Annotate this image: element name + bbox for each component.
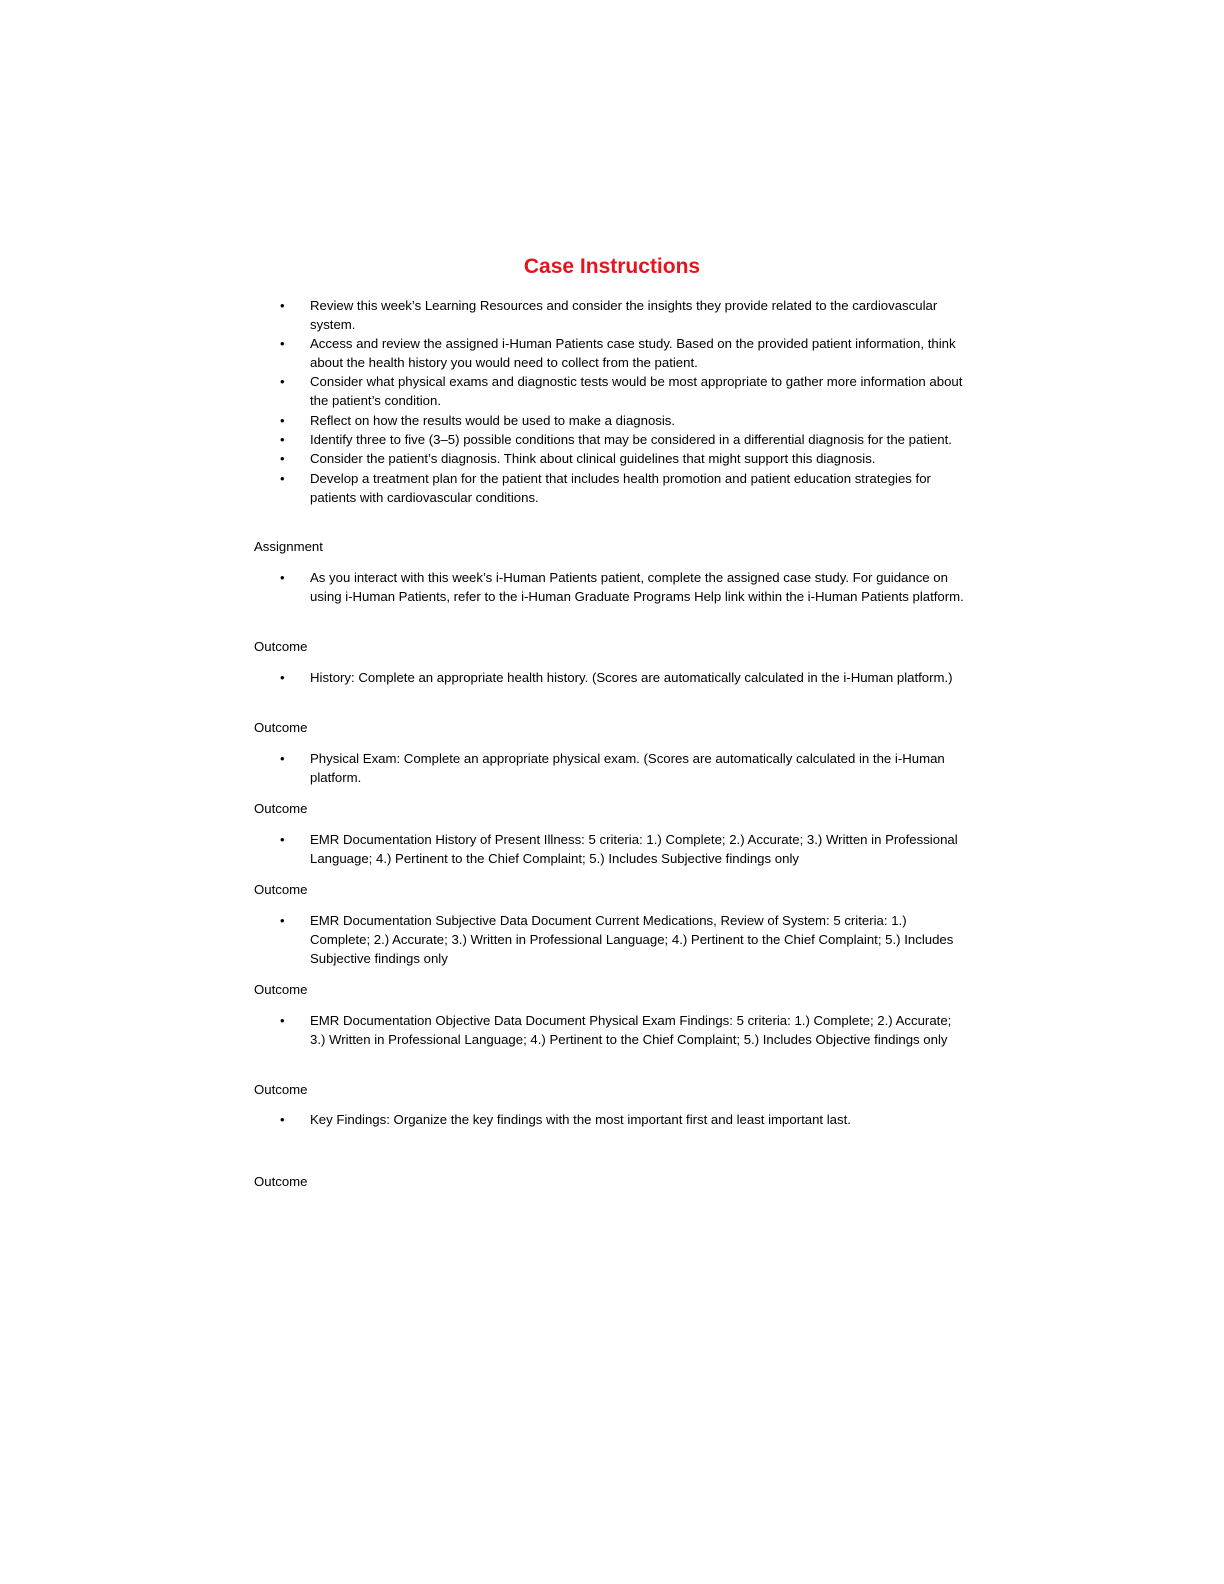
list-item [0,431,970,450]
bullet-icon: • [280,670,285,685]
bullet-icon: • [280,470,285,486]
section-heading-outcome: Outcome [254,882,308,897]
list-item [0,569,970,607]
section-bullet-list [0,1111,1224,1130]
bullet-icon: • [280,832,285,847]
list-item [0,412,970,431]
section-heading-assignment: Assignment [254,539,323,554]
list-item-text: Develop a treatment plan for the patient that includes health promotion and patient education strategies for patients with cardiovascular conditions. [310,470,931,505]
section-bullet-list [0,750,1224,788]
list-item-text: Review this week’s Learning Resources and consider the insights they provide related to the cardiovascular system. [310,298,938,332]
bullet-icon: • [280,412,285,428]
section-heading-outcome: Outcome [254,720,308,735]
bullet-icon: • [280,913,285,928]
list-item [0,297,970,335]
section-bullet-list [0,669,1224,688]
list-item [0,669,970,688]
section-heading-outcome: Outcome [254,639,308,654]
list-item [0,831,970,869]
list-item-text: EMR Documentation Subjective Data Document Current Medications, Review of System: 5 criteria: 1.) Complete; 2.) Accurate; 3.) Written in Professional Language; 4.) Pertinent to the Chief Complaint; 5.) Includes Subjective findings only [310,913,954,966]
list-item [0,1012,970,1050]
list-item-text: Identify three to five (3–5) possible conditions that may be considered in a differential diagnosis for the patient. [310,431,952,447]
list-item-text: Access and review the assigned i-Human Patients case study. Based on the provided patient information, think about the health history you would need to collect from the patient. [310,336,956,370]
page-title: Case Instructions [523,255,701,278]
list-item-text: EMR Documentation Objective Data Document Physical Exam Findings: 5 criteria: 1.) Complete; 2.) Accurate; 3.) Written in Professional Language; 4.) Pertinent to the Chief Complaint; 5.) Includes Objective findings only [310,1013,952,1047]
bullet-icon: • [280,570,285,585]
list-item [0,912,970,968]
section-heading-outcome: Outcome [254,982,308,997]
list-item [0,373,970,411]
list-item-text: As you interact with this week’s i-Human Patients patient, complete the assigned case study. For guidance on using i-Human Patients, refer to the i-Human Graduate Programs Help link within the i-Human Patients platform. [310,570,964,604]
list-item-text: History: Complete an appropriate health history. (Scores are automatically calculated in the i-Human platform.) [310,670,953,685]
section-bullet-list [0,569,1224,607]
bullet-icon: • [280,451,285,467]
bullet-icon: • [280,1112,285,1127]
list-item-text: Reflect on how the results would be used to make a diagnosis. [310,412,676,428]
bullet-icon: • [280,431,285,447]
list-item-text: Consider the patient’s diagnosis. Think about clinical guidelines that might support this diagnosis. [310,451,876,467]
section-bullet-list [0,1012,1224,1050]
bullet-icon: • [280,336,285,352]
section-bullet-list [0,831,1224,869]
list-item [0,750,970,788]
section-bullet-list [0,912,1224,969]
list-item [0,1111,970,1130]
bullet-icon: • [280,1013,285,1028]
list-item [0,335,970,373]
list-item [0,470,970,508]
section-heading-outcome: Outcome [254,1082,308,1097]
section-heading-outcome-final: Outcome [254,1174,308,1189]
list-item-text: Physical Exam: Complete an appropriate physical exam. (Scores are automatically calculated in the i-Human platform. [310,751,945,785]
bullet-icon: • [280,751,285,766]
list-item-text: Key Findings: Organize the key findings with the most important first and least important last. [310,1112,851,1127]
list-item-text: EMR Documentation History of Present Illness: 5 criteria: 1.) Complete; 2.) Accurate; 3.) Written in Professional Language; 4.) Pertinent to the Chief Complaint; 5.) Includes Subjective findings only [310,832,958,866]
list-item-text: Consider what physical exams and diagnostic tests would be most appropriate to gather more information about the patient’s condition. [310,374,963,409]
list-item [0,450,970,469]
bullet-icon: • [280,298,285,313]
bullet-icon: • [280,374,285,390]
section-heading-outcome: Outcome [254,801,308,816]
intro-bullet-list [0,297,1224,508]
